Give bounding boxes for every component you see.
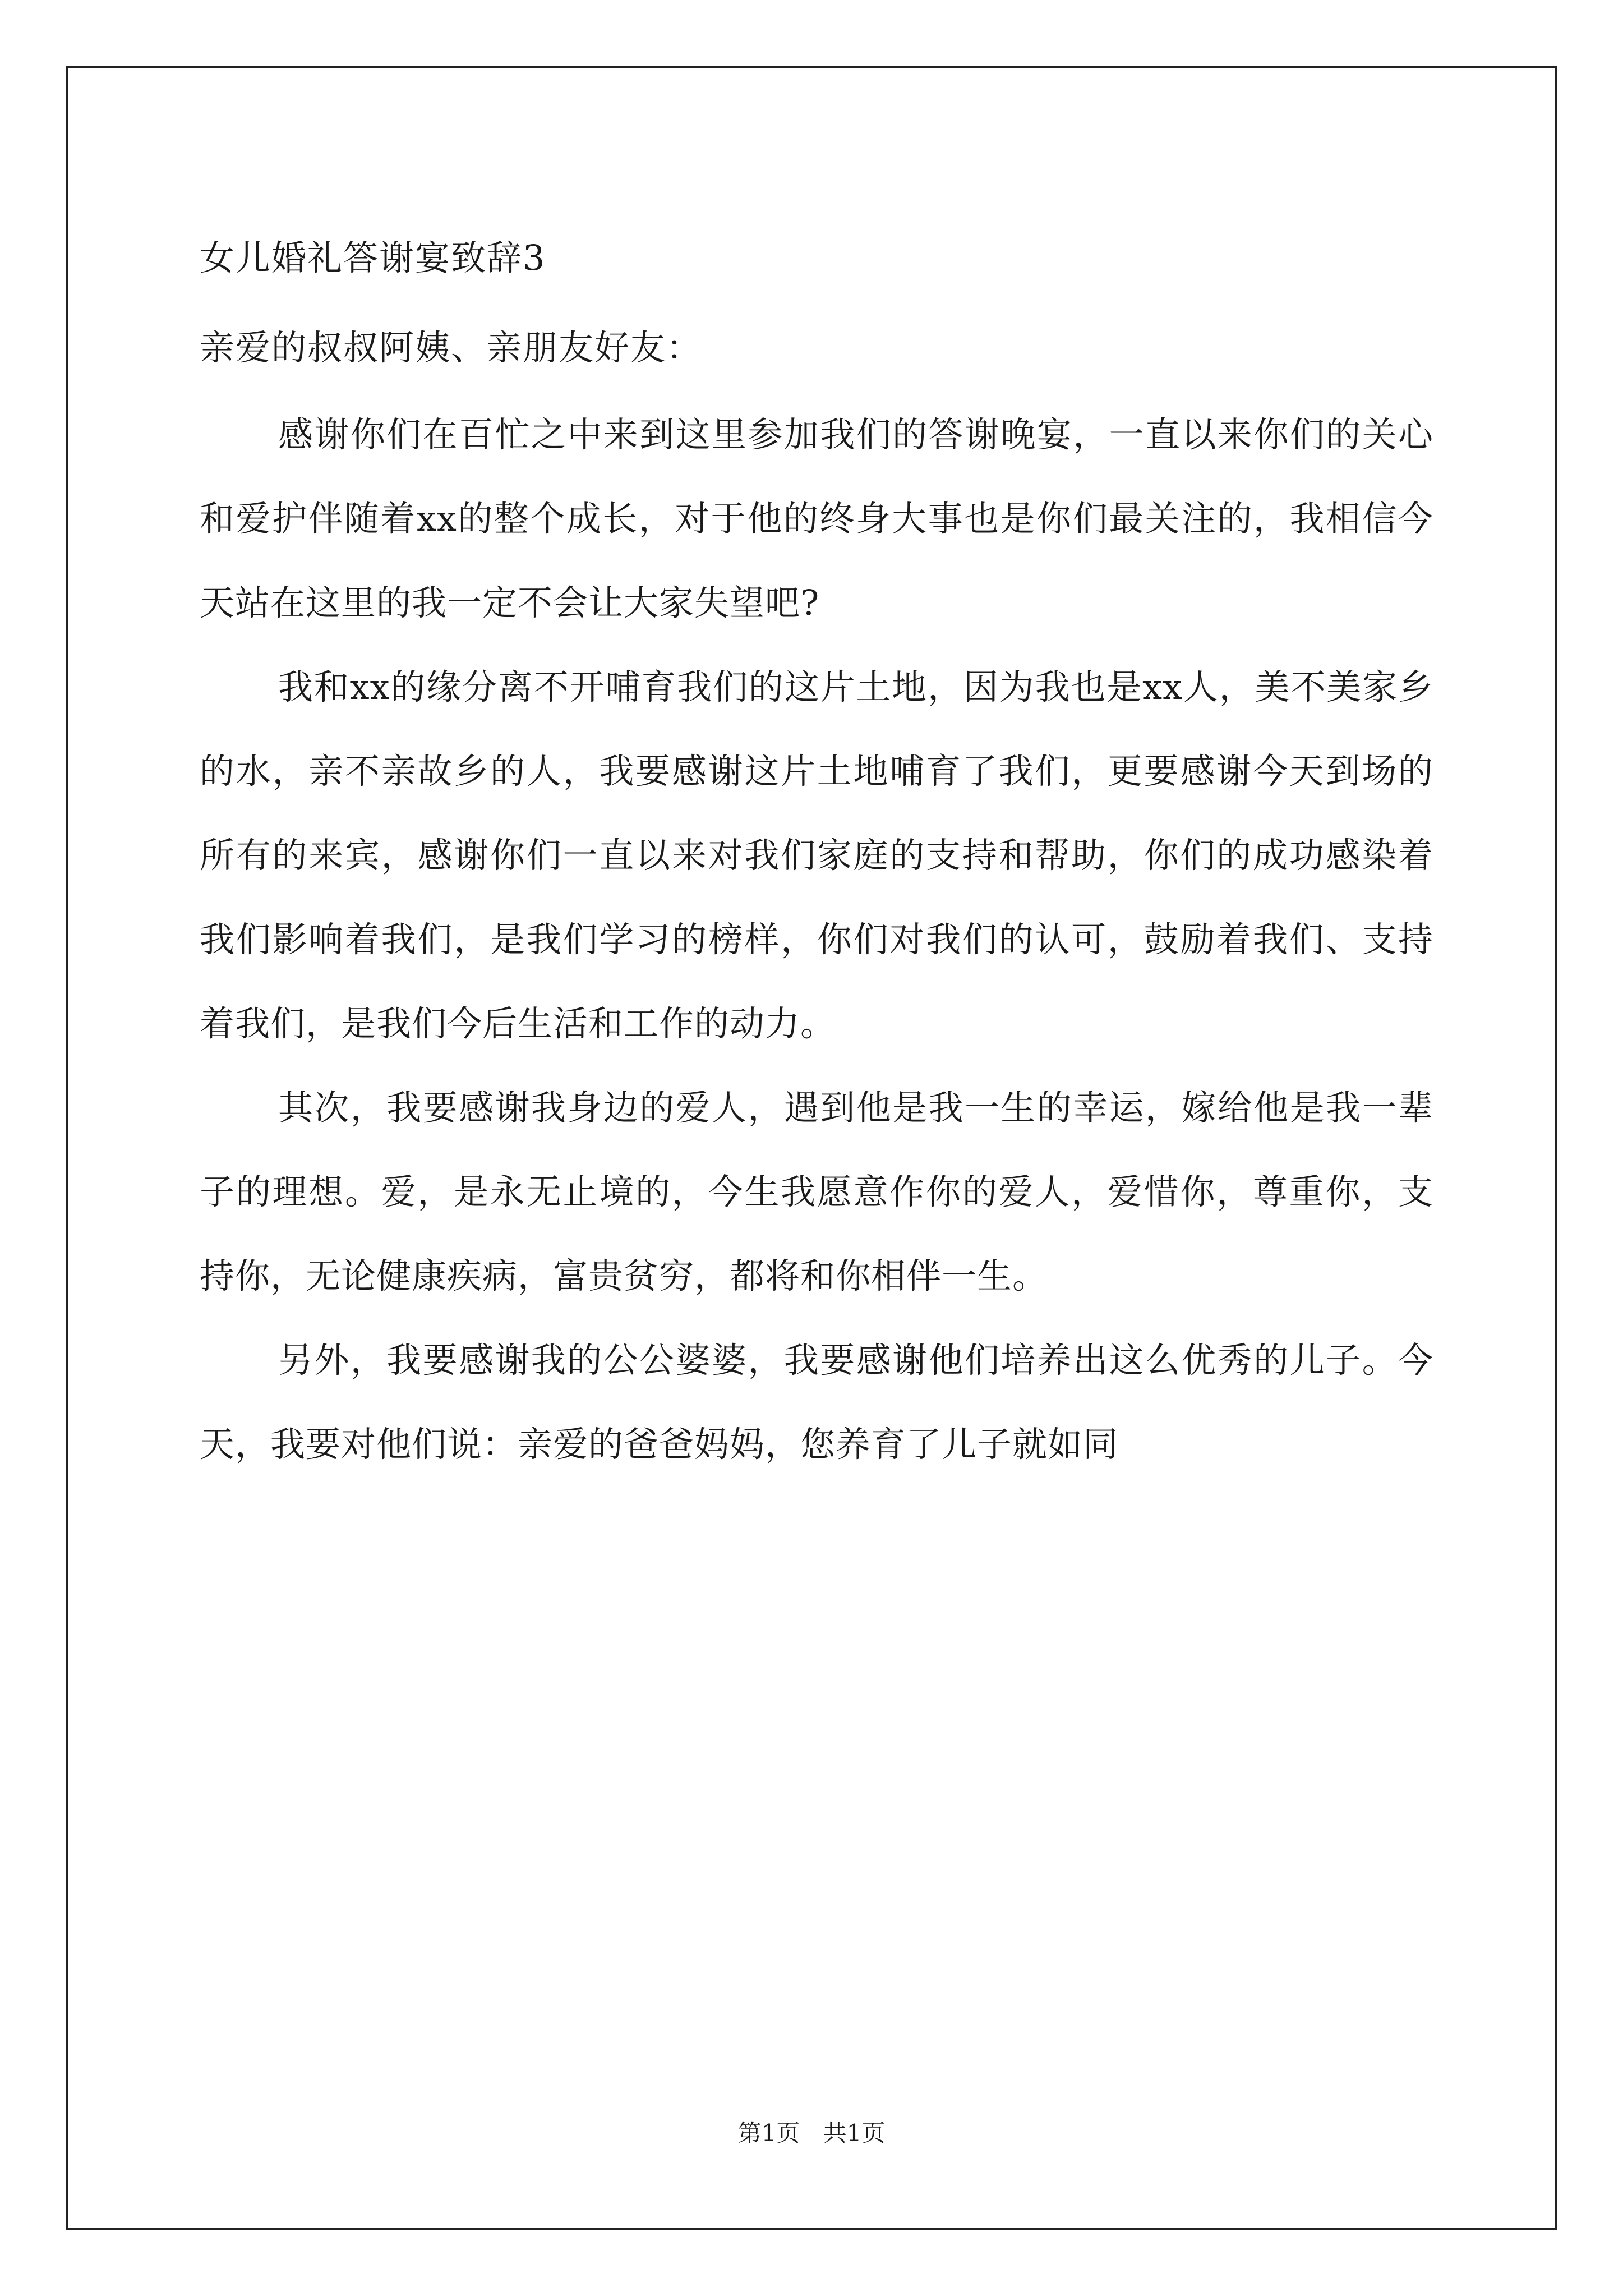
- salutation: 亲爱的叔叔阿姨、亲朋友好友：: [200, 327, 703, 368]
- document-title: 女儿婚礼答谢宴致辞3: [200, 237, 546, 278]
- page-number: 第1页: [737, 2119, 800, 2147]
- paragraph-4: 另外，我要感谢我的公公婆婆，我要感谢他们培养出这么优秀的儿子。今天，我要对他们说：亲爱的爸爸妈妈，您养育了儿子就如同: [200, 1340, 1433, 1465]
- page-total: 共1页: [823, 2119, 886, 2147]
- paragraph-3: 其次，我要感谢我身边的爱人，遇到他是我一生的幸运，嫁给他是我一辈子的理想。爱，是永无止境的，今生我愿意作你的爱人，爱惜你，尊重你，支持你，无论健康疾病，富贵贫穷，都将和你相伴一生。: [200, 1087, 1433, 1296]
- paragraph-1: 感谢你们在百忙之中来到这里参加我们的答谢晚宴，一直以来你们的关心和爱护伴随着xx的整个成长，对于他的终身大事也是你们最关注的，我相信今天站在这里的我一定不会让大家失望吧?: [200, 414, 1433, 623]
- document-body: [200, 213, 1433, 1487]
- paragraph-2: 我和xx的缘分离不开哺育我们的这片土地，因为我也是xx人，美不美家乡的水，亲不亲故乡的人，我要感谢这片土地哺育了我们，更要感谢今天到场的所有的来宾，感谢你们一直以来对我们家庭的支持和帮助，你们的成功感染着我们影响着我们，是我们学习的榜样，你们对我们的认可，鼓励着我们、支持着我们，是我们今后生活和工作的动力。: [200, 666, 1433, 1044]
- page-footer: [0, 2115, 1623, 2148]
